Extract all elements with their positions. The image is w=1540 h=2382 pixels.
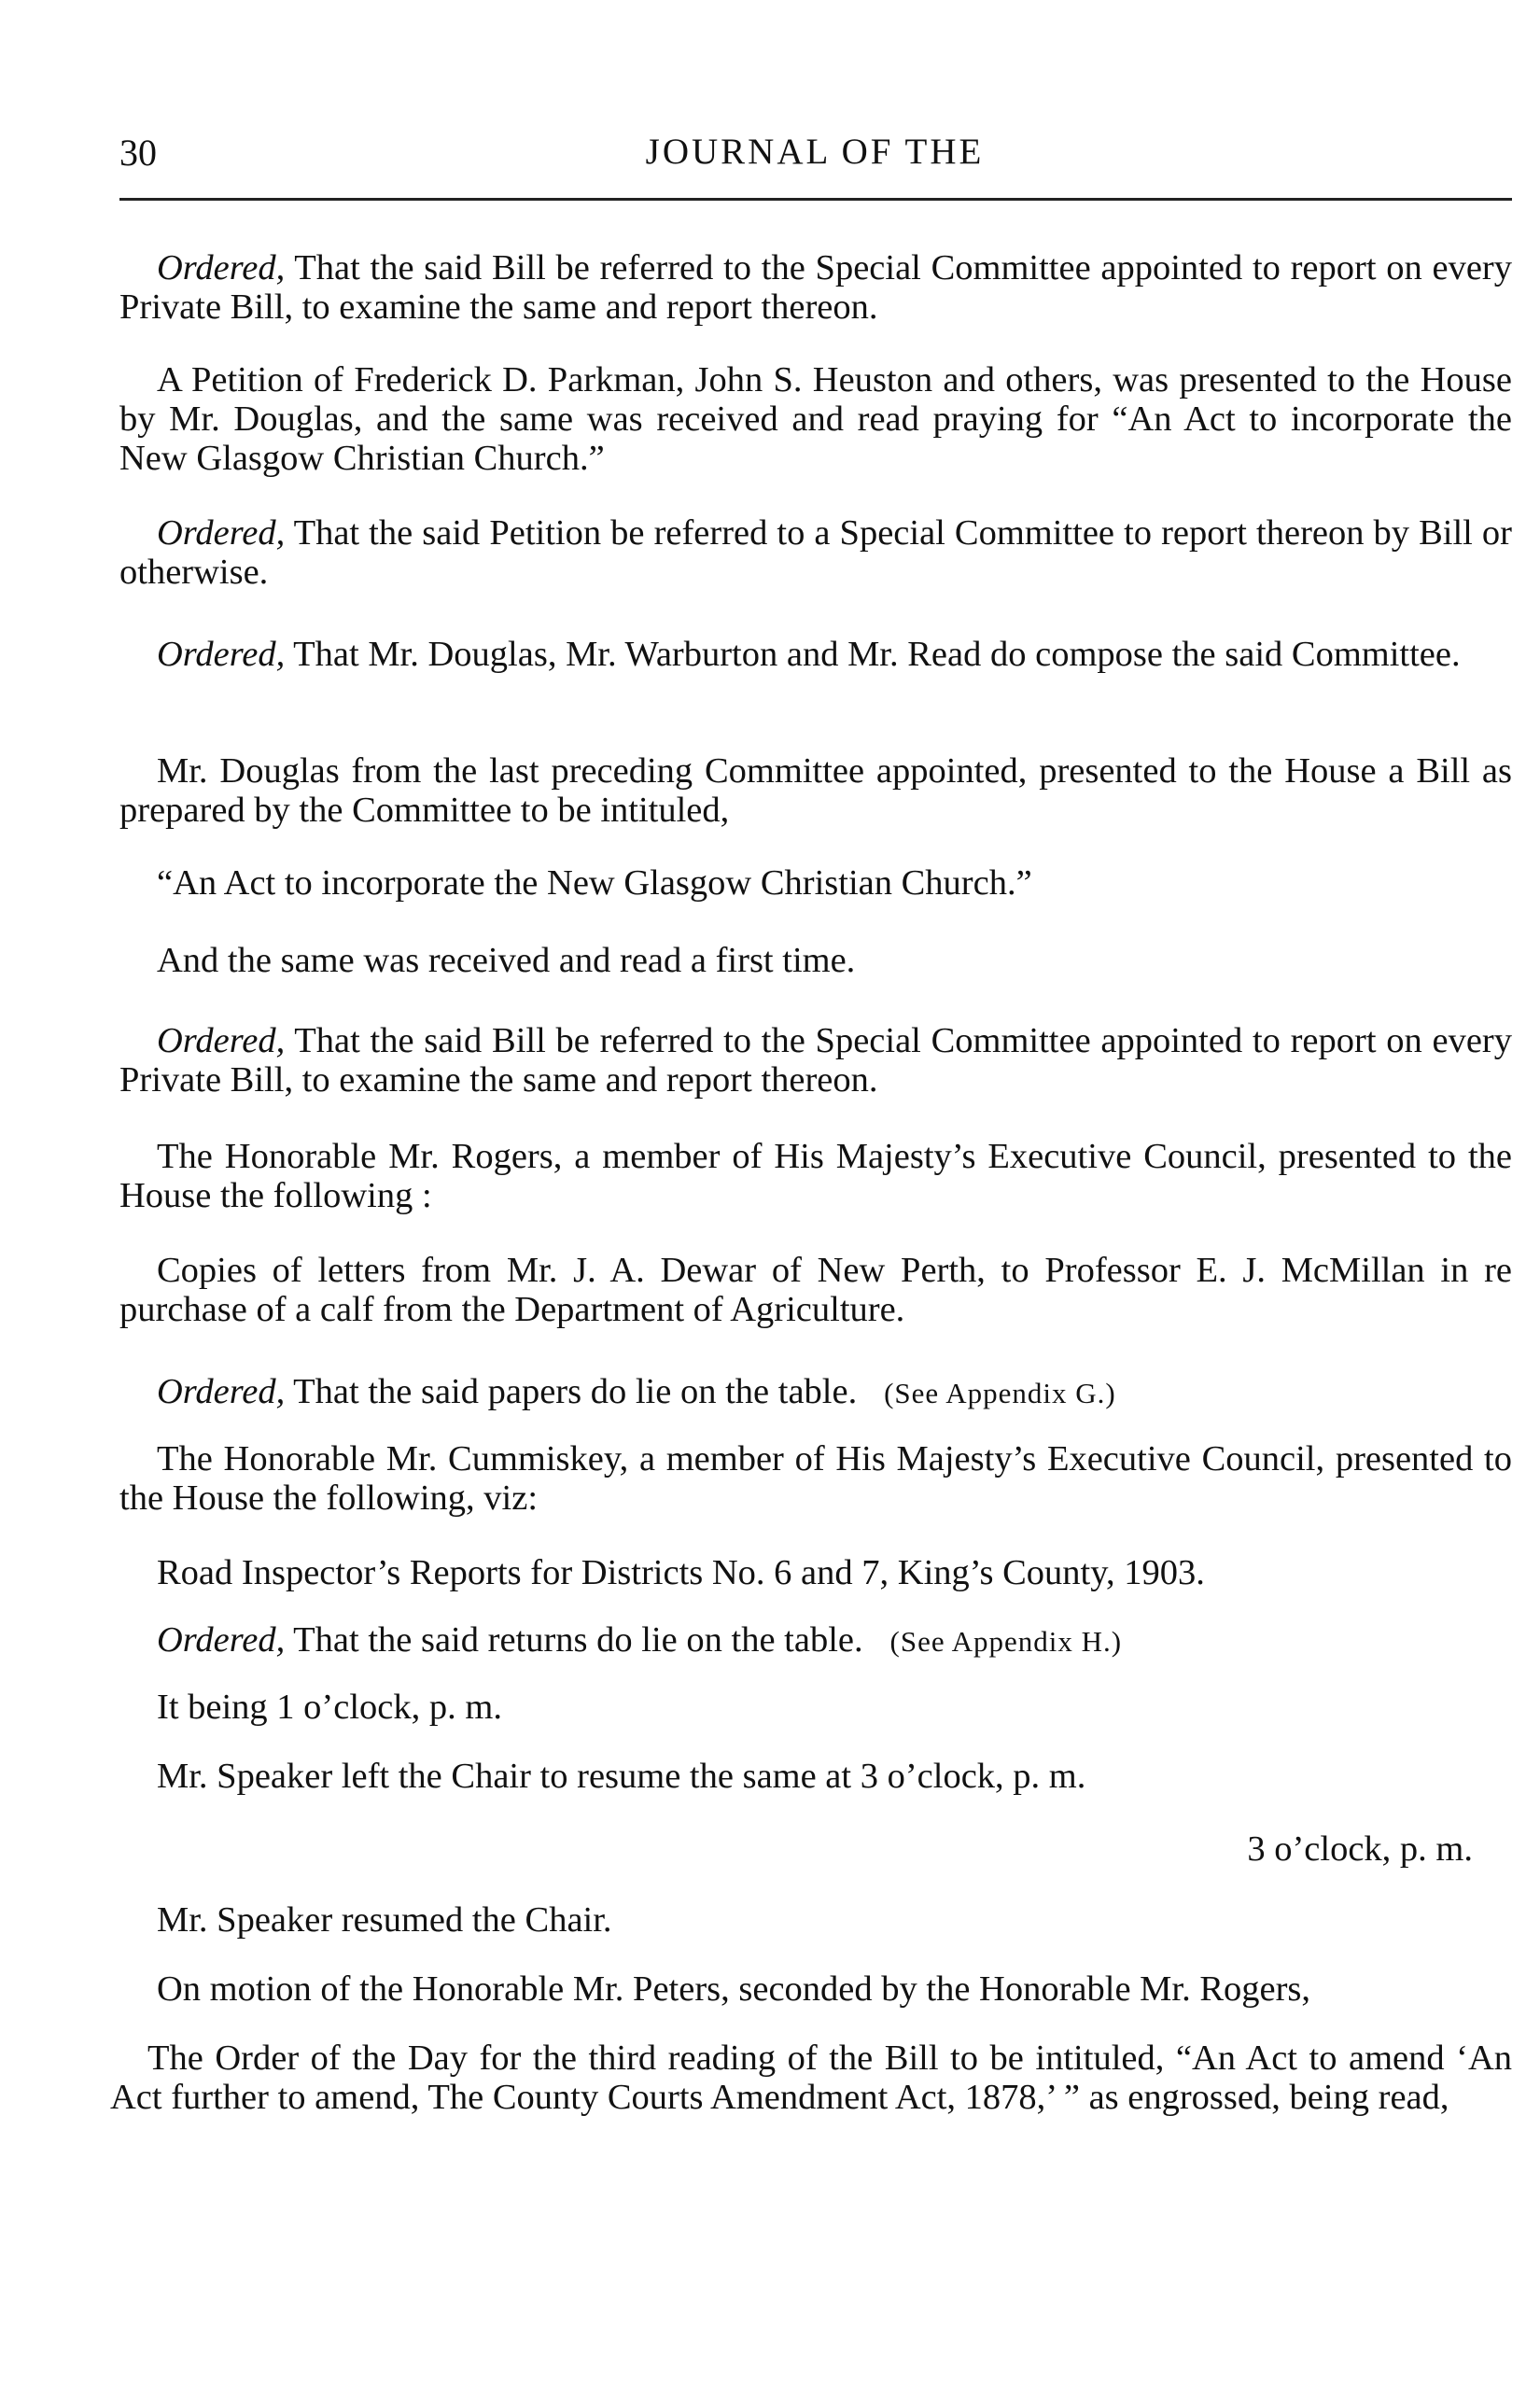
paragraph-one-oclock: It being 1 o’clock, p. m. — [157, 1688, 502, 1727]
paragraph-letters: Copies of letters from Mr. J. A. Dewar of New Perth, to Professor E. J. McMillan in re purchase of a calf from the Department of Agriculture. — [119, 1251, 1512, 1329]
paragraph-ordered-bill-referred: Ordered, That the said Bill be referred to the Special Committee appointed to report on every Private Bill, to examine the same and report thereon. — [119, 248, 1512, 327]
paragraph-ordered-committee: Ordered, That Mr. Douglas, Mr. Warburton and Mr. Read do compose the said Committee. — [157, 635, 1461, 674]
paragraph-petition: A Petition of Frederick D. Parkman, John S. Heuston and others, was presented to the House by Mr. Douglas, and the same was received and read praying for “An Act to incorporate the New Glasgow Christian Church.” — [119, 360, 1512, 478]
paragraph-ordered-papers: Ordered, That the said papers do lie on the table. (See Appendix G.) — [157, 1372, 1116, 1411]
paragraph-three-oclock: 3 o’clock, p. m. — [1247, 1829, 1473, 1869]
paragraph-rogers-presented: The Honorable Mr. Rogers, a member of His Majesty’s Executive Council, presented to the House the following : — [119, 1137, 1512, 1215]
appendix-ref-h: (See Appendix H.) — [889, 1625, 1123, 1658]
header-rule — [119, 198, 1512, 201]
page-header — [119, 131, 1510, 187]
paragraph-road-reports: Road Inspector’s Reports for Districts No. 6 and 7, King’s County, 1903. — [157, 1553, 1205, 1592]
paragraph-ordered-bill-referred-2: Ordered, That the said Bill be referred to the Special Committee appointed to report on every Private Bill, to examine the same and report thereon. — [119, 1021, 1512, 1100]
paragraph-bill-presented: Mr. Douglas from the last preceding Committee appointed, presented to the House a Bill as prepared by the Committee to be intituled, — [119, 751, 1512, 830]
page-number: 30 — [119, 132, 157, 174]
paragraph-speaker-left: Mr. Speaker left the Chair to resume the same at 3 o’clock, p. m. — [157, 1757, 1086, 1796]
paragraph-order-of-day: The Order of the Day for the third reading of the Bill to be intituled, “An Act to amend ‘An Act further to amend, The County Courts Amendment Act, 1878,’ ” as engrossed, being read, — [110, 2039, 1512, 2117]
paragraph-motion: On motion of the Honorable Mr. Peters, seconded by the Honorable Mr. Rogers, — [157, 1969, 1311, 2009]
paragraph-speaker-resumed: Mr. Speaker resumed the Chair. — [157, 1900, 612, 1940]
paragraph-ordered-returns: Ordered, That the said returns do lie on the table. (See Appendix H.) — [157, 1620, 1123, 1660]
paragraph-act-title: “An Act to incorporate the New Glasgow Christian Church.” — [157, 863, 1032, 903]
paragraph-cummiskey-presented: The Honorable Mr. Cummiskey, a member of His Majesty’s Executive Council, presented to the House the following, viz: — [119, 1439, 1512, 1518]
paragraph-ordered-petition-referred: Ordered, That the said Petition be referred to a Special Committee to report thereon by Bill or otherwise. — [119, 513, 1512, 592]
paragraph-first-reading: And the same was received and read a first time. — [157, 941, 856, 980]
appendix-ref-g: (See Appendix G.) — [884, 1377, 1116, 1409]
running-head: JOURNAL OF THE — [645, 132, 985, 172]
